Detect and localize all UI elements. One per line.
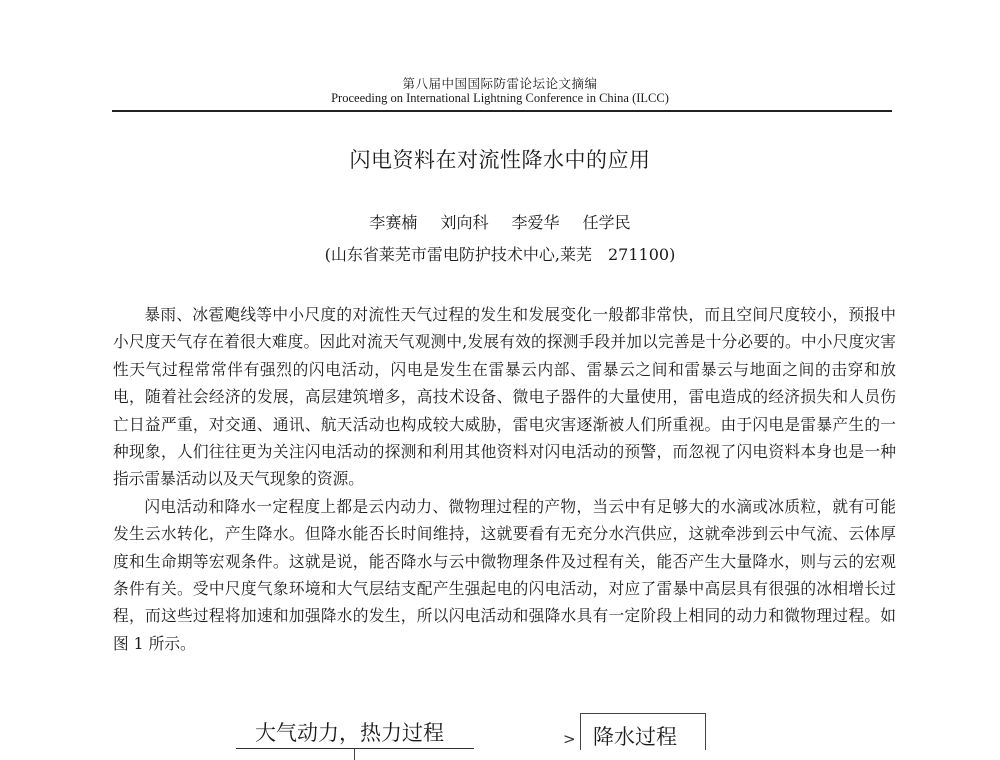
author-name: 李赛楠 <box>369 213 418 232</box>
diagram-connector-line <box>354 749 355 760</box>
body-text <box>113 301 896 657</box>
diagram-left-label: 大气动力，热力过程 <box>255 721 444 745</box>
diagram-left-underline <box>236 748 474 749</box>
author-name: 刘向科 <box>440 213 489 232</box>
paper-title: 闪电资料在对流性降水中的应用 <box>349 148 651 172</box>
diagram-right-label: 降水过程 <box>593 725 677 749</box>
arrow-right-icon: > <box>563 730 576 748</box>
author-name: 任学民 <box>582 213 631 232</box>
running-header-chinese: 第八届中国国际防雷论坛论文摘编 <box>402 76 598 91</box>
body-paragraph: 暴雨、冰雹飑线等中小尺度的对流性天气过程的发生和发展变化一般都非常快，而且空间尺度较小，预报中小尺度天气存在着很大难度。因此对流天气观测中,发展有效的探测手段并加以完善是十分必要的。中小尺度灾害性天气过程常常伴有强烈的闪电活动，闪电是发生在雷暴云内部、雷暴云之间和雷暴云与地面之间的击穿和放电，随着社会经济的发展，高层建筑增多，高技术设备、微电子器件的大量使用，雷电造成的经济损失和人员伤亡日益严重，对交通、通讯、航天活动也构成较大威胁，雷电灾害逐渐被人们所重视。由于闪电是雷暴产生的一种现象，人们往往更为关注闪电活动的探测和利用其他资料对闪电活动的预警，而忽视了闪电资料本身也是一种指示雷暴活动以及天气现象的资源。 <box>113 305 896 489</box>
header-divider <box>112 110 892 112</box>
author-name: 李爱华 <box>511 213 560 232</box>
body-paragraph: 闪电活动和降水一定程度上都是云内动力、微物理过程的产物，当云中有足够大的水滴或冰质粒，就有可能发生云水转化，产生降水。但降水能否长时间维持，这就要看有无充分水汽供应，这就牵涉到云中气流、云体厚度和生命期等宏观条件。这就是说，能否降水与云中微物理条件及过程有关，能否产生大量降水，则与云的宏观条件有关。受中尺度气象环境和大气层结支配产生强起电的闪电活动，对应了雷暴中高层具有很强的冰相增长过程，而这些过程将加速和加强降水的发生，所以闪电活动和强降水具有一定阶段上相同的动力和微物理过程。如图 1 所示。 <box>113 496 896 653</box>
running-header-english: Proceeding on International Lightning Conference in China (ILCC) <box>331 91 669 105</box>
author-affiliation: (山东省莱芜市雷电防护技术中心,莱芜 271100) <box>324 245 676 264</box>
author-list <box>0 210 1000 233</box>
